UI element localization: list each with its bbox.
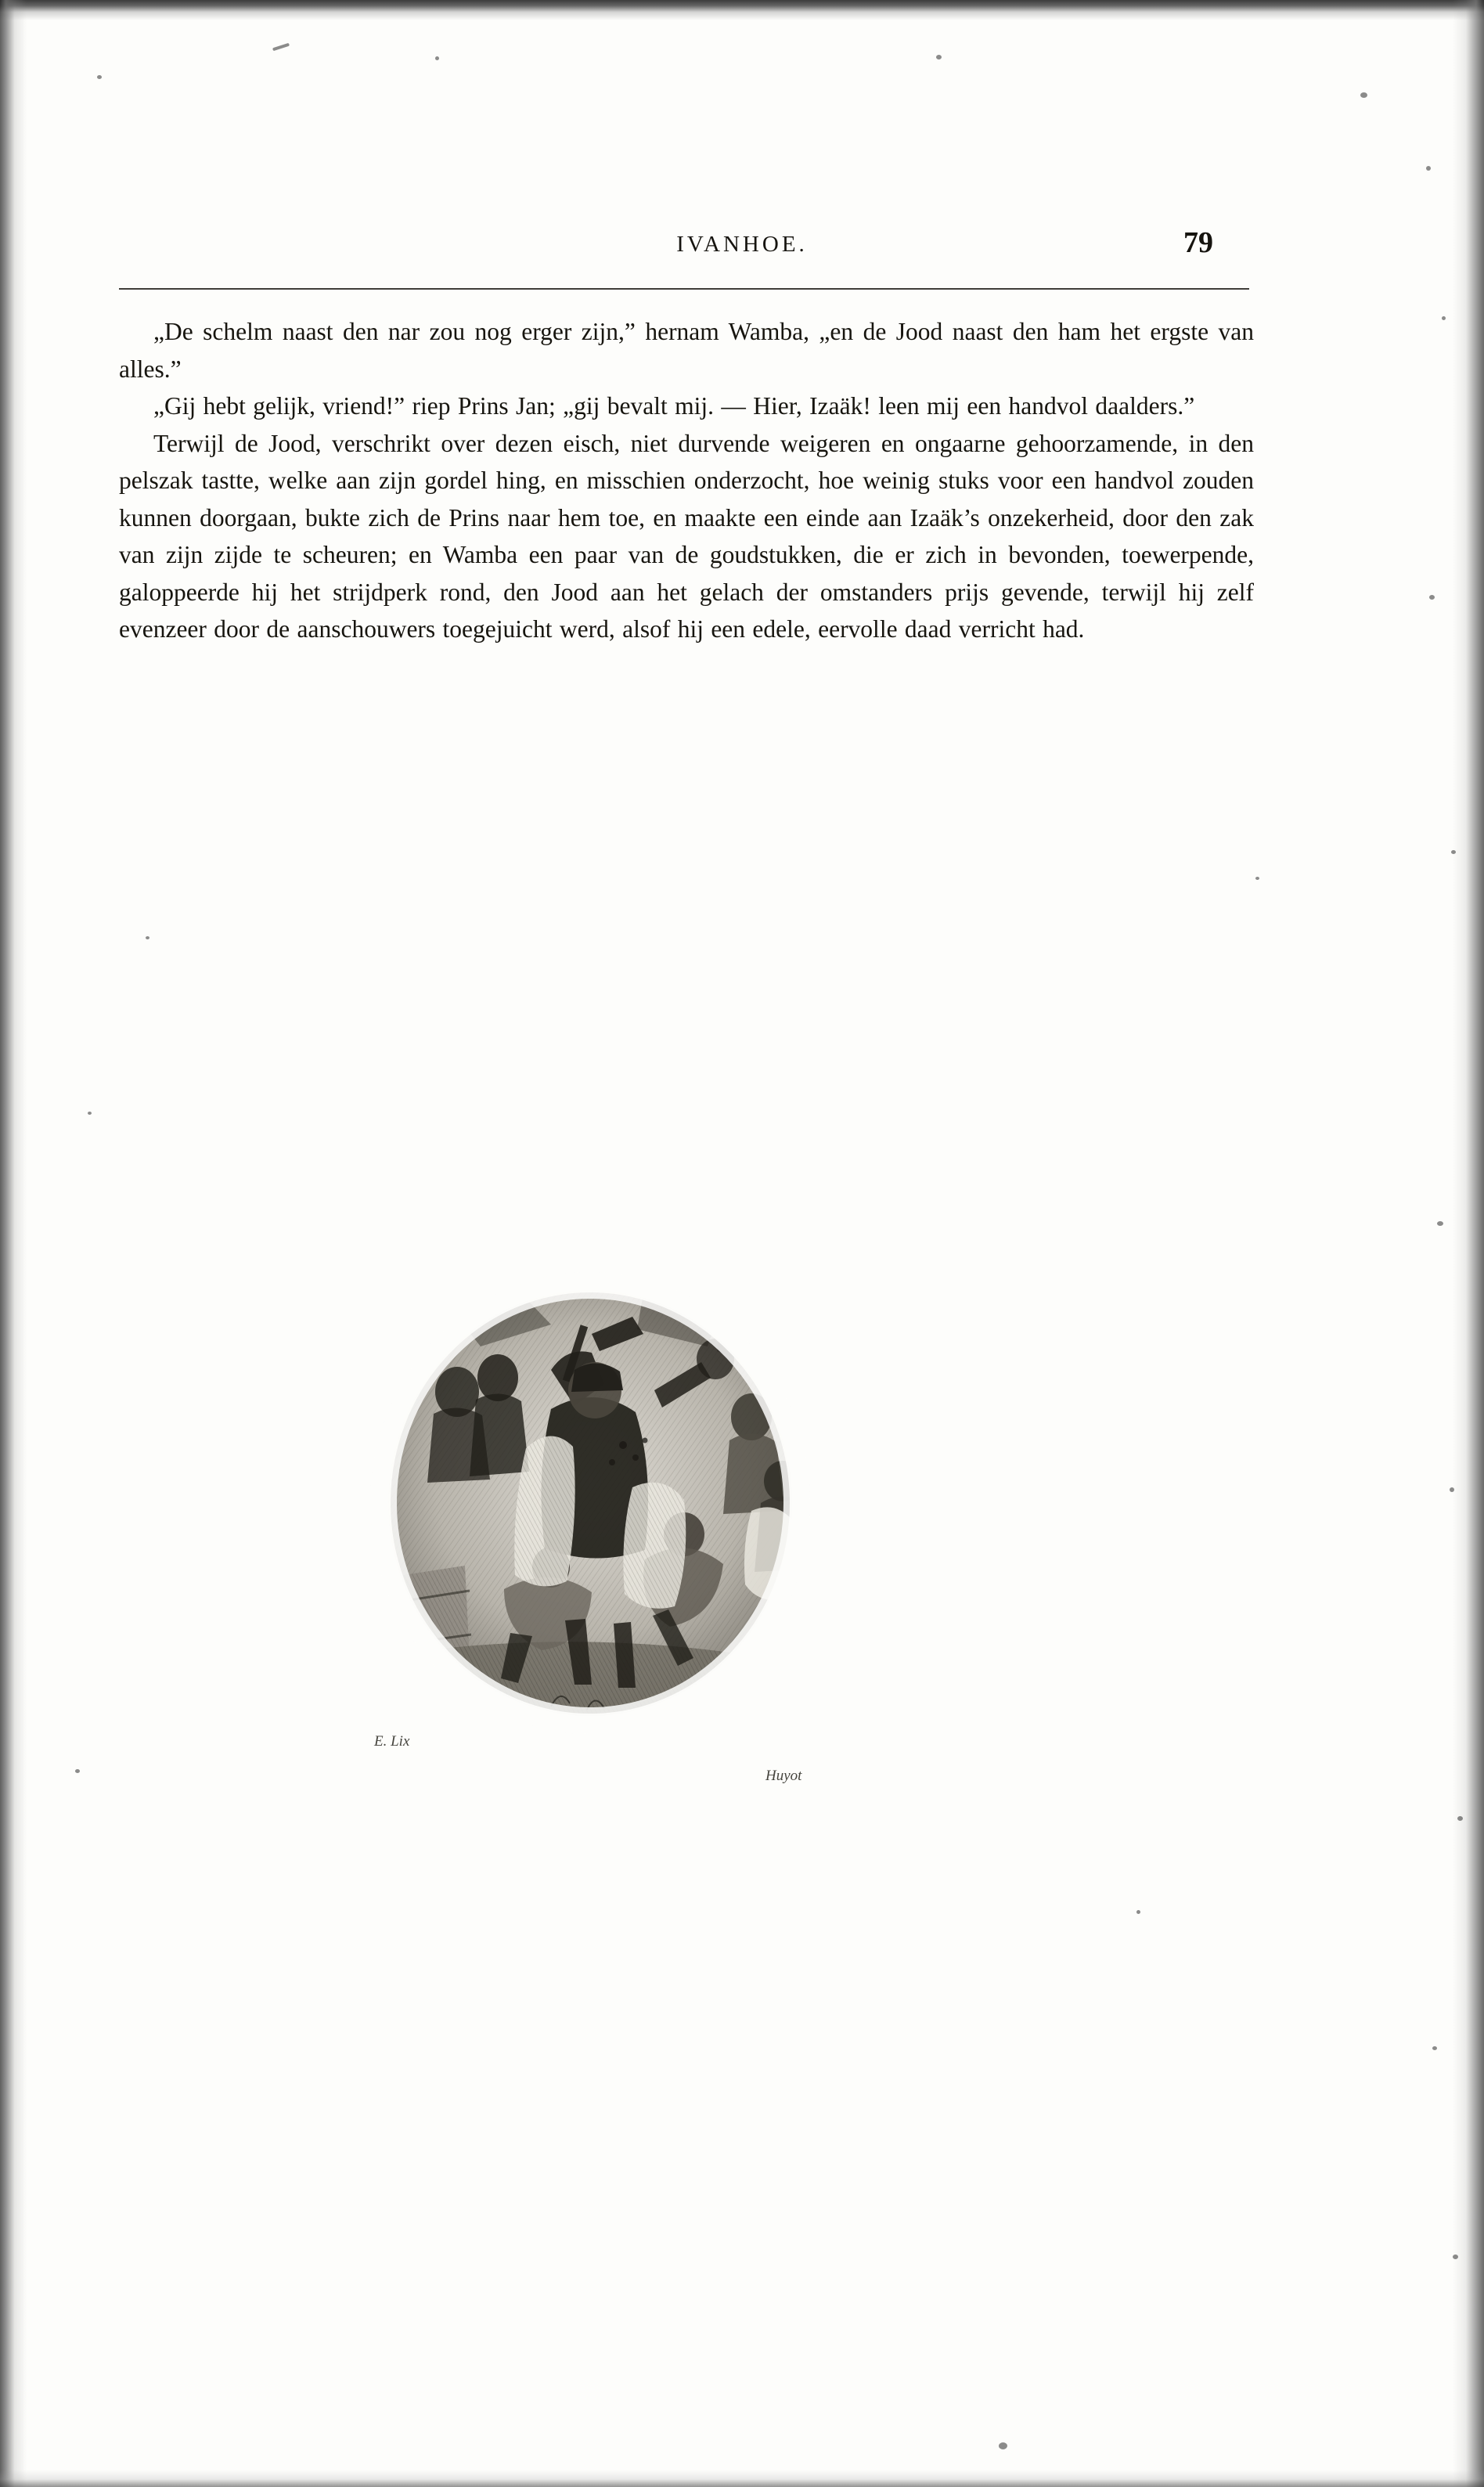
page-title: IVANHOE. — [676, 232, 808, 257]
illustration-signature-right: Huyot — [765, 1768, 802, 1784]
scan-speck — [1450, 1487, 1454, 1492]
header-rule — [119, 288, 1249, 290]
scan-speck — [1429, 595, 1435, 600]
scan-edge-bottom — [0, 2470, 1484, 2487]
scan-speck — [435, 56, 439, 60]
scan-speck — [1442, 316, 1446, 320]
scan-speck — [88, 1112, 92, 1115]
scan-speck — [999, 2442, 1007, 2449]
page-number: 79 — [1183, 226, 1213, 259]
body-text — [119, 313, 1254, 648]
illustration-signature-left: E. Lix — [374, 1733, 410, 1750]
scan-speck — [1451, 850, 1456, 854]
scan-speck — [1136, 1910, 1140, 1914]
illustration-vignette — [316, 1253, 864, 1793]
scan-edge-right — [1453, 0, 1484, 2487]
scan-speck — [1453, 2255, 1458, 2259]
paragraph: „De schelm naast den nar zou nog erger zijn,” hernam Wamba, „en de Jood naast den ham het ergste van alles.” — [119, 318, 1254, 383]
scan-speck — [1255, 877, 1259, 880]
running-head — [0, 232, 1484, 258]
paragraph: „Gij hebt gelijk, vriend!” riep Prins Jan; „gij bevalt mij. — Hier, Izaäk! leen mij een handvol daalders.” — [153, 392, 1195, 420]
scan-speck — [1426, 166, 1431, 171]
illustration-engraving — [316, 1253, 864, 1793]
scan-edge-top — [0, 0, 1484, 20]
scan-speck — [1432, 2046, 1437, 2050]
scan-edge-left — [0, 0, 27, 2487]
scan-speck — [936, 55, 942, 59]
scan-speck — [1360, 92, 1367, 98]
scan-speck — [97, 75, 102, 79]
scan-speck — [75, 1769, 80, 1773]
scan-speck — [146, 936, 149, 939]
scan-speck — [272, 43, 290, 52]
scan-speck — [1457, 1816, 1463, 1821]
paragraph: Terwijl de Jood, verschrikt over dezen eisch, niet durvende weigeren en ongaarne gehoorzamende, in den pelszak tastte, welke aan zijn gordel hing, en misschien onderzocht, hoe weinig stuks voor een handvol zouden kunnen doorgaan, bukte zich de Prins naar hem toe, en maakte een einde aan Izaäk’s onzekerheid, door den zak van zijn zijde te scheuren; en Wamba een paar van de goudstukken, die er zich in bevonden, toewerpende, galoppeerde hij het strijdperk rond, den Jood aan het gelach der omstanders prijs gevende, terwijl hij zelf evenzeer door de aanschouwers toegejuicht werd, alsof hij een edele, eervolle daad verricht had. — [119, 429, 1254, 643]
scan-speck — [1437, 1221, 1443, 1226]
